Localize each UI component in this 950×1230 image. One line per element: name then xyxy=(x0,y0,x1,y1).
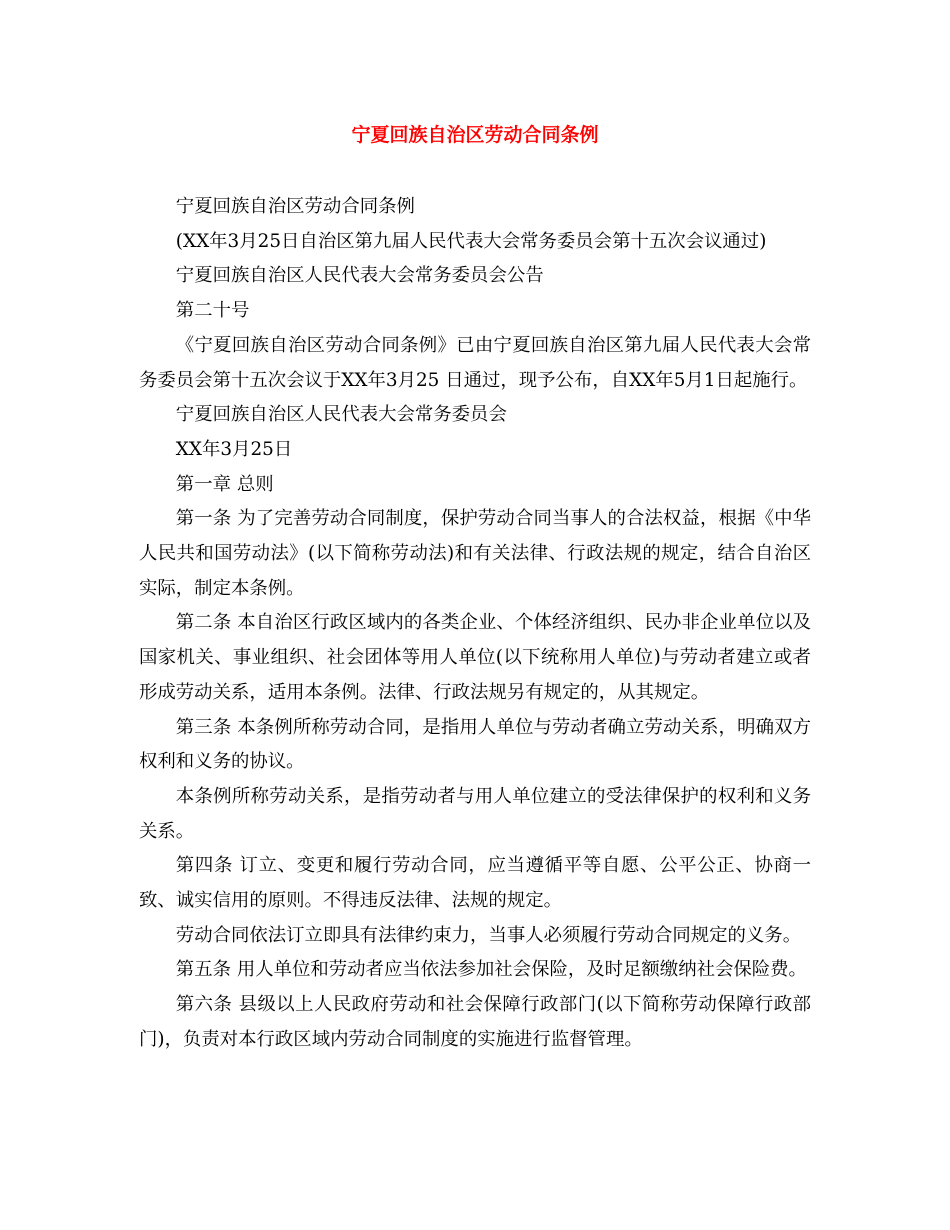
paragraph: 第四条 订立、变更和履行劳动合同，应当遵循平等自愿、公平公正、协商一致、诚实信用的原则。不得违反法律、法规的规定。 xyxy=(139,855,811,912)
paragraph: 本条例所称劳动关系，是指劳动者与用人单位建立的受法律保护的权利和义务关系。 xyxy=(139,785,811,842)
paragraph: 宁夏回族自治区劳动合同条例 xyxy=(175,196,415,217)
paragraph: 第三条 本条例所称劳动合同，是指用人单位与劳动者确立劳动关系，明确双方权利和义务的协议。 xyxy=(139,716,811,773)
paragraph: 第二十号 xyxy=(175,300,250,322)
paragraph: (XX年3月25日自治区第九届人民代表大会常务委员会第十五次会议通过) xyxy=(175,230,767,252)
document-title: 宁夏回族自治区劳动合同条例 xyxy=(351,124,599,146)
document-body xyxy=(139,190,811,1058)
paragraph: 第一条 为了完善劳动合同制度，保护劳动合同当事人的合法权益，根据《中华人民共和国劳动法》(以下简称劳动法)和有关法律、行政法规的规定，结合自治区实际，制定本条例。 xyxy=(139,508,811,599)
paragraph: 第一章 总则 xyxy=(175,473,274,495)
paragraph: 劳动合同依法订立即具有法律约束力，当事人必须履行劳动合同规定的义务。 xyxy=(175,924,802,946)
paragraph: 《宁夏回族自治区劳动合同条例》已由宁夏回族自治区第九届人民代表大会常务委员会第十五次会议于XX年3月25 日通过，现予公布，自XX年5月1日起施行。 xyxy=(139,334,811,391)
paragraph: 第二条 本自治区行政区域内的各类企业、个体经济组织、民办非企业单位以及国家机关、事业组织、社会团体等用人单位(以下统称用人单位)与劳动者建立或者形成劳动关系，适用本条例。法律、行政法规另有规定的，从其规定。 xyxy=(139,612,811,703)
paragraph: 第五条 用人单位和劳动者应当依法参加社会保险，及时足额缴纳社会保险费。 xyxy=(175,959,807,981)
paragraph: 第六条 县级以上人民政府劳动和社会保障行政部门(以下简称劳动保障行政部门)，负责对本行政区域内劳动合同制度的实施进行监督管理。 xyxy=(139,994,811,1050)
paragraph: 宁夏回族自治区人民代表大会常务委员会公告 xyxy=(175,265,544,287)
paragraph: XX年3月25日 xyxy=(175,438,293,460)
paragraph: 宁夏回族自治区人民代表大会常务委员会 xyxy=(175,404,507,426)
